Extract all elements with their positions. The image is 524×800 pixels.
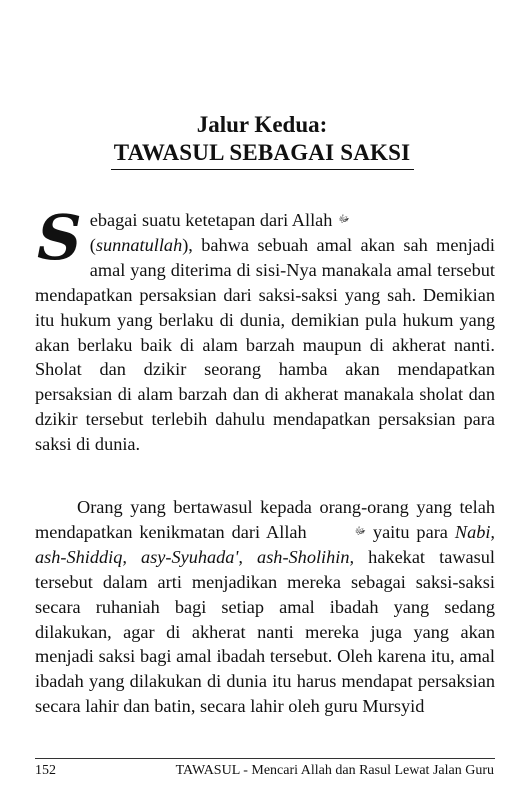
chapter-heading-line1: Jalur Kedua:	[196, 112, 328, 137]
swt-ligature-icon: ﷻ	[338, 214, 350, 225]
chapter-heading-title: TAWASUL SEBAGAI SAKSI	[113, 140, 411, 165]
page-number: 152	[35, 763, 56, 778]
title-underline	[111, 169, 414, 170]
paragraph-2-italic-terms: Nabi, ash-Shiddiq, asy-Syuhada', ash-Sholihin,	[35, 521, 495, 567]
paragraph-2-mid: yaitu para	[372, 521, 448, 542]
swt-ligature-icon: ﷻ	[354, 525, 366, 537]
paragraph-1: Sebagai suatu ketetapan dari Allah ﷻ (sunnatullah), bahwa sebuah amal akan sah menjadi amal yang diterima di sisi-Nya manakala amal tersebut mendapatkan persaksian dari saksi-saksi yang sah. Demikian itu hukum yang berlaku di dunia, demikian pula hukum yang akan berlaku baik di alam barzah maupun di akherat nanti. Sholat dan dzikir seorang hamba akan mendapatkan persaksian di alam barzah dan di akherat manakala sholat dan dzikir tersebut terlebih dahulu mendapatkan persaksian para saksi di dunia.	[35, 201, 495, 455]
paragraph-1-italic-term: sunnatullah	[95, 234, 183, 255]
paragraph-1-body: ), bahwa sebuah amal akan sah menjadi amal yang diterima di sisi-Nya manakala amal tersebut mendapatkan persaksian dari saksi-saksi yang sah. Demikian itu hukum yang berlaku di dunia, demikian pula hukum yang akan berlaku baik di alam barzah maupun di akherat nanti. Sholat dan dzikir seorang hamba akan mendapatkan persaksian di alam barzah dan di akherat manakala sholat dan dzikir tersebut terlebih dahulu mendapatkan persaksian para saksi di dunia.	[35, 234, 495, 455]
paragraph-2	[35, 495, 495, 719]
paragraph-2-body: hakekat tawasul tersebut dalam arti menjadikan mereka sebagai saksi-saksi secara ruhaniah bagi setiap amal ibadah yang sedang dilakukan, agar di akherat nanti mereka juga yang akan menjadi saksi bagi amal ibadah tersebut. Oleh karena itu, amal ibadah yang dilakukan di dunia itu harus mendapat persaksian secara lahir dan batin, secara lahir oleh guru Mursyid	[35, 546, 495, 717]
drop-cap-letter: S	[37, 201, 82, 274]
paragraph-2-lead: Orang yang bertawasul kepada orang-orang yang telah mendapatkan kenikmatan dari Allah	[35, 497, 495, 542]
paragraph-1-lead: ebagai suatu ketetapan dari Allah	[89, 210, 333, 230]
footer-rule	[35, 758, 495, 759]
running-title: TAWASUL - Mencari Allah dan Rasul Lewat Jalan Guru	[175, 763, 494, 778]
